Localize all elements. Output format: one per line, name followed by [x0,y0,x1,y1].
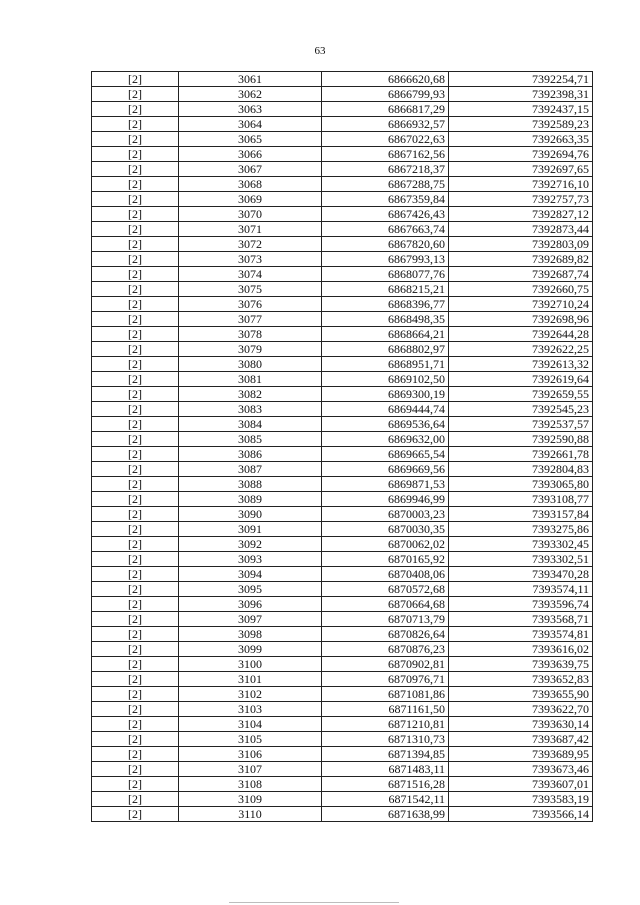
table-row [92,507,593,522]
cell-y-coordinate: 7392254,71 [449,72,593,87]
cell-y-coordinate: 7392622,25 [449,342,593,357]
cell-x-coordinate: 6867993,13 [322,252,449,267]
cell-x-coordinate: 6870976,71 [322,672,449,687]
cell-point-number: 3110 [179,807,322,822]
cell-reference: [2] [92,162,179,177]
cell-point-number: 3068 [179,177,322,192]
cell-reference: [2] [92,432,179,447]
cell-point-number: 3109 [179,792,322,807]
cell-reference: [2] [92,672,179,687]
cell-y-coordinate: 7393470,28 [449,567,593,582]
table-row [92,252,593,267]
table-row [92,492,593,507]
cell-point-number: 3091 [179,522,322,537]
cell-y-coordinate: 7392689,82 [449,252,593,267]
cell-reference: [2] [92,192,179,207]
cell-point-number: 3105 [179,732,322,747]
cell-y-coordinate: 7393574,81 [449,627,593,642]
cell-point-number: 3108 [179,777,322,792]
cell-y-coordinate: 7393566,14 [449,807,593,822]
cell-point-number: 3082 [179,387,322,402]
cell-reference: [2] [92,402,179,417]
cell-x-coordinate: 6866932,57 [322,117,449,132]
table-row [92,432,593,447]
cell-y-coordinate: 7393616,02 [449,642,593,657]
cell-x-coordinate: 6868802,97 [322,342,449,357]
cell-x-coordinate: 6869444,74 [322,402,449,417]
table-row [92,792,593,807]
cell-y-coordinate: 7392716,10 [449,177,593,192]
table-row [92,297,593,312]
cell-y-coordinate: 7393596,74 [449,597,593,612]
cell-point-number: 3104 [179,717,322,732]
cell-y-coordinate: 7393689,95 [449,747,593,762]
cell-x-coordinate: 6871542,11 [322,792,449,807]
cell-reference: [2] [92,297,179,312]
table-row [92,402,593,417]
table-row [92,117,593,132]
cell-point-number: 3093 [179,552,322,567]
cell-x-coordinate: 6871210,81 [322,717,449,732]
cell-x-coordinate: 6869536,64 [322,417,449,432]
cell-point-number: 3065 [179,132,322,147]
cell-point-number: 3064 [179,117,322,132]
cell-x-coordinate: 6867162,56 [322,147,449,162]
table-row [92,732,593,747]
cell-x-coordinate: 6871310,73 [322,732,449,747]
cell-x-coordinate: 6870902,81 [322,657,449,672]
cell-x-coordinate: 6868396,77 [322,297,449,312]
cell-x-coordinate: 6869946,99 [322,492,449,507]
cell-y-coordinate: 7392659,55 [449,387,593,402]
cell-y-coordinate: 7392398,31 [449,87,593,102]
cell-reference: [2] [92,567,179,582]
cell-point-number: 3103 [179,702,322,717]
cell-reference: [2] [92,312,179,327]
cell-reference: [2] [92,687,179,702]
bottom-divider [229,902,399,903]
cell-point-number: 3107 [179,762,322,777]
cell-x-coordinate: 6868951,71 [322,357,449,372]
cell-point-number: 3076 [179,297,322,312]
table-row [92,612,593,627]
cell-reference: [2] [92,207,179,222]
cell-reference: [2] [92,762,179,777]
cell-reference: [2] [92,702,179,717]
table-row [92,747,593,762]
cell-y-coordinate: 7392697,65 [449,162,593,177]
cell-y-coordinate: 7392545,23 [449,402,593,417]
cell-x-coordinate: 6870876,23 [322,642,449,657]
cell-reference: [2] [92,387,179,402]
cell-point-number: 3083 [179,402,322,417]
cell-y-coordinate: 7392710,24 [449,297,593,312]
cell-point-number: 3086 [179,447,322,462]
cell-point-number: 3078 [179,327,322,342]
cell-x-coordinate: 6867022,63 [322,132,449,147]
cell-reference: [2] [92,237,179,252]
cell-x-coordinate: 6867663,74 [322,222,449,237]
cell-x-coordinate: 6867359,84 [322,192,449,207]
cell-point-number: 3069 [179,192,322,207]
cell-y-coordinate: 7392613,32 [449,357,593,372]
table-row [92,72,593,87]
cell-reference: [2] [92,102,179,117]
table-row [92,462,593,477]
cell-point-number: 3092 [179,537,322,552]
cell-y-coordinate: 7392661,78 [449,447,593,462]
cell-x-coordinate: 6868215,21 [322,282,449,297]
cell-x-coordinate: 6866799,93 [322,87,449,102]
cell-reference: [2] [92,372,179,387]
table-row [92,237,593,252]
table-row [92,477,593,492]
table-row [92,102,593,117]
cell-x-coordinate: 6870030,35 [322,522,449,537]
cell-y-coordinate: 7393108,77 [449,492,593,507]
cell-reference: [2] [92,732,179,747]
cell-point-number: 3106 [179,747,322,762]
cell-reference: [2] [92,807,179,822]
cell-reference: [2] [92,72,179,87]
cell-y-coordinate: 7392687,74 [449,267,593,282]
cell-y-coordinate: 7393065,80 [449,477,593,492]
cell-point-number: 3098 [179,627,322,642]
cell-reference: [2] [92,462,179,477]
cell-point-number: 3079 [179,342,322,357]
cell-reference: [2] [92,642,179,657]
cell-x-coordinate: 6870165,92 [322,552,449,567]
cell-x-coordinate: 6869665,54 [322,447,449,462]
table-row [92,87,593,102]
cell-reference: [2] [92,717,179,732]
cell-point-number: 3101 [179,672,322,687]
cell-reference: [2] [92,222,179,237]
cell-x-coordinate: 6867288,75 [322,177,449,192]
cell-point-number: 3077 [179,312,322,327]
cell-reference: [2] [92,357,179,372]
table-row [92,672,593,687]
table-row [92,372,593,387]
cell-reference: [2] [92,282,179,297]
cell-y-coordinate: 7392804,83 [449,462,593,477]
cell-point-number: 3080 [179,357,322,372]
cell-point-number: 3084 [179,417,322,432]
cell-reference: [2] [92,447,179,462]
cell-x-coordinate: 6868077,76 [322,267,449,282]
table-row [92,132,593,147]
cell-point-number: 3100 [179,657,322,672]
coordinates-table [91,71,593,822]
cell-x-coordinate: 6869669,56 [322,462,449,477]
cell-y-coordinate: 7392757,73 [449,192,593,207]
cell-point-number: 3090 [179,507,322,522]
coordinates-table-body [92,72,593,822]
table-row [92,777,593,792]
table-row [92,327,593,342]
cell-reference: [2] [92,537,179,552]
cell-y-coordinate: 7392694,76 [449,147,593,162]
cell-point-number: 3067 [179,162,322,177]
cell-reference: [2] [92,582,179,597]
cell-y-coordinate: 7392827,12 [449,207,593,222]
cell-x-coordinate: 6869300,19 [322,387,449,402]
cell-y-coordinate: 7393622,70 [449,702,593,717]
table-row [92,627,593,642]
cell-reference: [2] [92,492,179,507]
cell-point-number: 3070 [179,207,322,222]
cell-point-number: 3099 [179,642,322,657]
table-row [92,282,593,297]
table-row [92,687,593,702]
cell-x-coordinate: 6867820,60 [322,237,449,252]
table-row [92,417,593,432]
cell-x-coordinate: 6870826,64 [322,627,449,642]
cell-y-coordinate: 7393275,86 [449,522,593,537]
cell-y-coordinate: 7392590,88 [449,432,593,447]
cell-y-coordinate: 7393157,84 [449,507,593,522]
cell-y-coordinate: 7392537,57 [449,417,593,432]
cell-x-coordinate: 6867426,43 [322,207,449,222]
cell-y-coordinate: 7393583,19 [449,792,593,807]
cell-point-number: 3063 [179,102,322,117]
cell-y-coordinate: 7392803,09 [449,237,593,252]
cell-point-number: 3089 [179,492,322,507]
cell-x-coordinate: 6866620,68 [322,72,449,87]
table-row [92,222,593,237]
cell-x-coordinate: 6871394,85 [322,747,449,762]
table-row [92,192,593,207]
cell-point-number: 3097 [179,612,322,627]
cell-reference: [2] [92,117,179,132]
cell-x-coordinate: 6871081,86 [322,687,449,702]
cell-reference: [2] [92,612,179,627]
table-row [92,177,593,192]
cell-reference: [2] [92,522,179,537]
cell-x-coordinate: 6869871,53 [322,477,449,492]
cell-x-coordinate: 6866817,29 [322,102,449,117]
cell-y-coordinate: 7393639,75 [449,657,593,672]
cell-reference: [2] [92,147,179,162]
cell-y-coordinate: 7392589,23 [449,117,593,132]
table-row [92,387,593,402]
cell-x-coordinate: 6867218,37 [322,162,449,177]
table-row [92,162,593,177]
cell-point-number: 3061 [179,72,322,87]
cell-reference: [2] [92,777,179,792]
cell-point-number: 3075 [179,282,322,297]
cell-y-coordinate: 7393574,11 [449,582,593,597]
cell-x-coordinate: 6870664,68 [322,597,449,612]
cell-x-coordinate: 6869102,50 [322,372,449,387]
table-row [92,537,593,552]
cell-y-coordinate: 7392619,64 [449,372,593,387]
cell-reference: [2] [92,747,179,762]
table-row [92,522,593,537]
cell-y-coordinate: 7392660,75 [449,282,593,297]
cell-x-coordinate: 6871516,28 [322,777,449,792]
cell-point-number: 3073 [179,252,322,267]
cell-y-coordinate: 7392698,96 [449,312,593,327]
cell-x-coordinate: 6870003,23 [322,507,449,522]
table-row [92,657,593,672]
cell-reference: [2] [92,87,179,102]
cell-y-coordinate: 7393652,83 [449,672,593,687]
table-row [92,642,593,657]
cell-point-number: 3081 [179,372,322,387]
cell-point-number: 3074 [179,267,322,282]
cell-point-number: 3087 [179,462,322,477]
cell-reference: [2] [92,657,179,672]
cell-x-coordinate: 6871161,50 [322,702,449,717]
cell-y-coordinate: 7392873,44 [449,222,593,237]
cell-point-number: 3102 [179,687,322,702]
table-row [92,342,593,357]
cell-reference: [2] [92,327,179,342]
cell-y-coordinate: 7393302,51 [449,552,593,567]
cell-reference: [2] [92,792,179,807]
cell-reference: [2] [92,177,179,192]
table-row [92,147,593,162]
table-row [92,207,593,222]
cell-x-coordinate: 6870408,06 [322,567,449,582]
table-row [92,702,593,717]
cell-point-number: 3085 [179,432,322,447]
cell-y-coordinate: 7392437,15 [449,102,593,117]
cell-y-coordinate: 7393655,90 [449,687,593,702]
cell-point-number: 3071 [179,222,322,237]
cell-reference: [2] [92,552,179,567]
cell-reference: [2] [92,252,179,267]
cell-x-coordinate: 6869632,00 [322,432,449,447]
cell-x-coordinate: 6868498,35 [322,312,449,327]
cell-x-coordinate: 6868664,21 [322,327,449,342]
cell-reference: [2] [92,417,179,432]
cell-x-coordinate: 6870572,68 [322,582,449,597]
cell-point-number: 3072 [179,237,322,252]
cell-point-number: 3095 [179,582,322,597]
table-row [92,357,593,372]
page-number: 63 [314,45,326,57]
cell-y-coordinate: 7393687,42 [449,732,593,747]
cell-y-coordinate: 7393568,71 [449,612,593,627]
cell-y-coordinate: 7393673,46 [449,762,593,777]
cell-reference: [2] [92,597,179,612]
cell-x-coordinate: 6870062,02 [322,537,449,552]
table-row [92,567,593,582]
cell-reference: [2] [92,477,179,492]
table-row [92,762,593,777]
cell-reference: [2] [92,132,179,147]
table-row [92,582,593,597]
table-row [92,552,593,567]
cell-point-number: 3062 [179,87,322,102]
cell-y-coordinate: 7393607,01 [449,777,593,792]
table-row [92,267,593,282]
cell-point-number: 3094 [179,567,322,582]
cell-y-coordinate: 7393630,14 [449,717,593,732]
table-row [92,597,593,612]
cell-x-coordinate: 6870713,79 [322,612,449,627]
cell-y-coordinate: 7392663,35 [449,132,593,147]
cell-reference: [2] [92,507,179,522]
cell-y-coordinate: 7392644,28 [449,327,593,342]
table-row [92,312,593,327]
table-row [92,807,593,822]
cell-point-number: 3096 [179,597,322,612]
cell-reference: [2] [92,342,179,357]
cell-reference: [2] [92,267,179,282]
cell-point-number: 3066 [179,147,322,162]
cell-reference: [2] [92,627,179,642]
cell-x-coordinate: 6871483,11 [322,762,449,777]
table-row [92,447,593,462]
cell-y-coordinate: 7393302,45 [449,537,593,552]
cell-x-coordinate: 6871638,99 [322,807,449,822]
cell-point-number: 3088 [179,477,322,492]
table-row [92,717,593,732]
